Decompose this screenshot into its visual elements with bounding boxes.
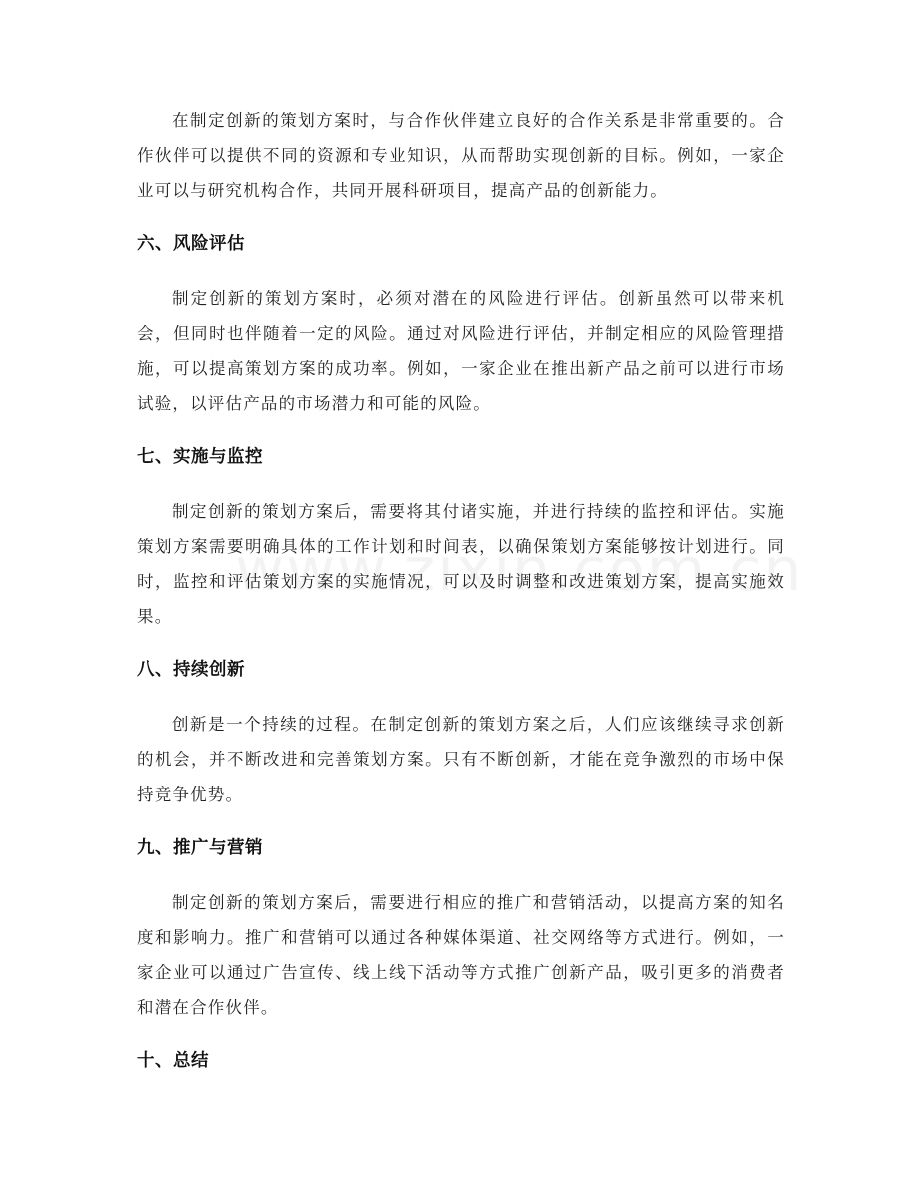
section-heading-continuous-innovation: 八、持续创新 (137, 660, 245, 680)
section-heading-promotion-marketing: 九、推广与营销 (137, 838, 263, 858)
document-body (137, 103, 785, 1077)
intro-paragraph: 在制定创新的策划方案时，与合作伙伴建立良好的合作关系是非常重要的。合作伙伴可以提供不同的资源和专业知识，从而帮助实现创新的目标。例如，一家企业可以与研究机构合作，共同开展科研项目，提高产品的创新能力。 (137, 111, 785, 200)
section-paragraph-promotion-marketing: 制定创新的策划方案后，需要进行相应的推广和营销活动，以提高方案的知名度和影响力。推广和营销可以通过各种媒体渠道、社交网络等方式进行。例如，一家企业可以通过广告宣传、线上线下活动等方式推广创新产品，吸引更多的消费者和潜在合作伙伴。 (137, 893, 785, 1017)
section-paragraph-implementation-monitoring: 制定创新的策划方案后，需要将其付诸实施，并进行持续的监控和评估。实施策划方案需要明确具体的工作计划和时间表，以确保策划方案能够按计划进行。同时，监控和评估策划方案的实施情况，可以及时调整和改进策划方案，提高实施效果。 (137, 502, 785, 626)
section-heading-risk-assessment: 六、风险评估 (137, 234, 245, 254)
section-paragraph-continuous-innovation: 创新是一个持续的过程。在制定创新的策划方案之后，人们应该继续寻求创新的机会，并不断改进和完善策划方案。只有不断创新，才能在竞争激烈的市场中保持竞争优势。 (137, 715, 785, 804)
section-paragraph-risk-assessment: 制定创新的策划方案时，必须对潜在的风险进行评估。创新虽然可以带来机会，但同时也伴随着一定的风险。通过对风险进行评估，并制定相应的风险管理措施，可以提高策划方案的成功率。例如，一家企业在推出新产品之前可以进行市场试验，以评估产品的市场潜力和可能的风险。 (137, 289, 785, 413)
section-heading-implementation-monitoring: 七、实施与监控 (137, 447, 263, 467)
section-heading-summary: 十、总结 (137, 1051, 209, 1071)
